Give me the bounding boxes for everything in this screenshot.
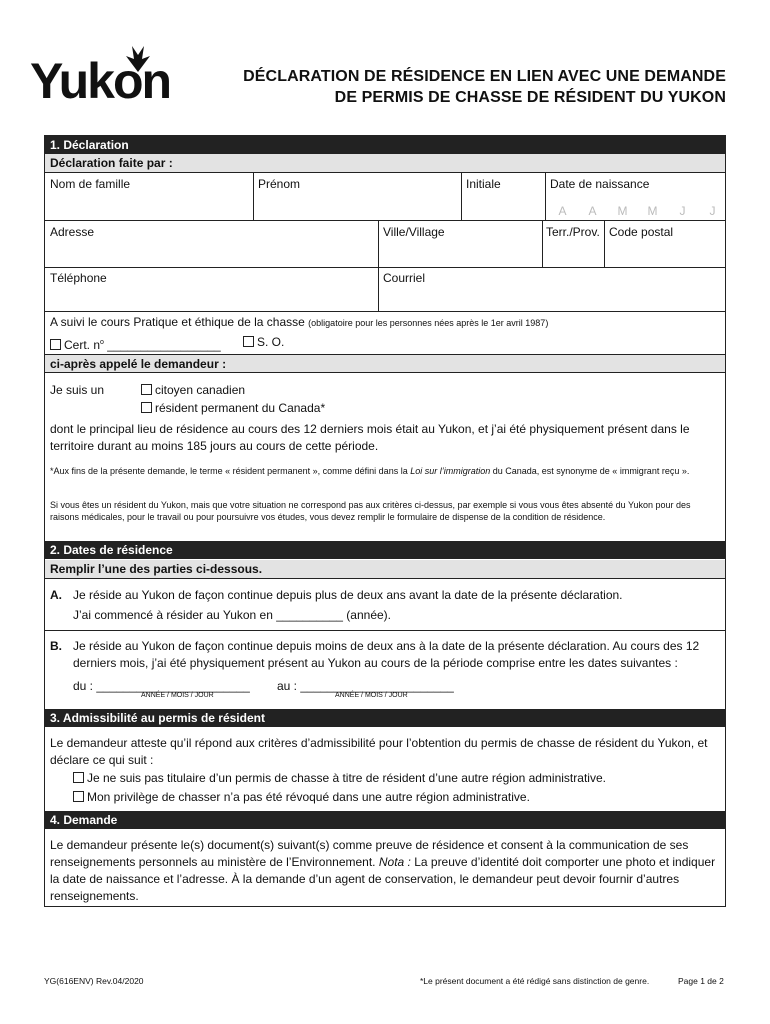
section-4-header: 4. Demande (45, 811, 725, 829)
page-title: DÉCLARATION DE RÉSIDENCE EN LIEN AVEC UNE DEMANDE DE PERMIS DE CHASSE DE RÉSIDENT DU YUKON (243, 68, 726, 106)
so-checkbox[interactable]: S. O. (243, 334, 284, 351)
residence-paragraph: dont le principal lieu de résidence au cours des 12 derniers mois était au Yukon, et j’ai été physiquement présent dans le territoire durant au moins 185 jours au cours de cette période. (50, 422, 690, 453)
cert-checkbox[interactable]: Cert. $n^o$ _________________ (50, 334, 221, 354)
citoyen-checkbox[interactable]: citoyen canadien (141, 382, 245, 399)
permis-checkbox[interactable]: Je ne suis pas titulaire d’un permis de chasse à titre de résident d’une autre région administrative. (73, 770, 606, 787)
option-b-label: B. (50, 639, 62, 653)
section-2-header: 2. Dates de résidence (45, 541, 725, 559)
adresse-field[interactable]: Adresse (50, 225, 95, 239)
cert-box-icon[interactable] (50, 339, 61, 350)
courriel-field[interactable]: Courriel (383, 271, 426, 285)
cours-line: A suivi le cours Pratique et éthique de la chasse (obligatoire pour les personnes nées après le 1er avril 1987) (50, 315, 549, 329)
nom-field[interactable]: Nom de famille (50, 177, 131, 191)
page-number: Page 1 de 2 (678, 976, 724, 986)
resident-box-icon[interactable] (141, 402, 152, 413)
option-a-text: Je réside au Yukon de façon continue depuis plus de deux ans avant la date de la présente déclaration. (73, 588, 623, 602)
dates-subheader: Remplir l’une des parties ci-dessous. (45, 560, 725, 579)
logo-text: Yukon (30, 53, 171, 109)
naissance-field[interactable]: Date de naissance (550, 177, 650, 191)
option-b-text: Je réside au Yukon de façon continue depuis moins de deux ans à la date de la présente déclaration. Au cours des 12 derniers mois, j’ai été physiquement présent au Yukon au cours de la période comprise entre les dates suivantes : (73, 639, 700, 670)
je-suis-label: Je suis un (50, 383, 105, 397)
telephone-field[interactable]: Téléphone (50, 271, 107, 285)
permis-box-icon[interactable] (73, 772, 84, 783)
postal-field[interactable]: Code postal (609, 225, 674, 239)
yukon-logo (30, 44, 180, 108)
declaration-subheader: Déclaration faite par : (45, 154, 725, 173)
demande-paragraph: Le demandeur présente le(s) document(s) suivant(s) comme preuve de résidence et consent à la communication de ses renseignements personnels au ministère de l’Environnement. Nota : La preuve d’identité doit comporter une photo et indiquer la date de naissance et l’adresse. À la demande d’un agent de conservation, le demandeur peut devoir fournir d’autres renseignements. (50, 838, 716, 903)
option-a-year[interactable]: J’ai commencé à résider au Yukon en __________ (année). (73, 608, 391, 622)
section-3-header: 3. Admissibilité au permis de résident (45, 709, 725, 727)
demandeur-subheader: ci-après appelé le demandeur : (45, 354, 725, 373)
dispense-note: Si vous êtes un résident du Yukon, mais que votre situation ne correspond pas aux critères ci-dessus, par exemple si vous vous êtes absenté du Yukon pour des raisons médicales, pour le travail ou pour poursuivre vos études, vous devez remplir le formulaire de dispense de la condition de résidence. (50, 500, 691, 522)
resident-permanent-note: *Aux fins de la présente demande, le terme « résident permanent », comme défini dans la Loi sur l’immigration du Canada, est synonyme de « immigrant reçu ». (50, 466, 690, 476)
privilege-box-icon[interactable] (73, 791, 84, 802)
resident-checkbox[interactable]: résident permanent du Canada* (141, 400, 325, 417)
so-box-icon[interactable] (243, 336, 254, 347)
du-format: ANNÉE / MOIS / JOUR (141, 692, 214, 699)
au-format: ANNÉE / MOIS / JOUR (335, 692, 408, 699)
section-1-header: 1. Déclaration (45, 136, 725, 154)
admissibilite-paragraph: Le demandeur atteste qu’il répond aux critères d’admissibilité pour l’obtention du permis de chasse de résident du Yukon, et déclare ce qui suit : (50, 736, 708, 767)
au-field[interactable]: au : _______________________ (277, 679, 454, 693)
option-a-label: A. (50, 588, 62, 602)
initiale-field[interactable]: Initiale (466, 177, 501, 191)
date-of-birth-grid[interactable]: A A M M J J (547, 202, 727, 220)
gender-note: *Le présent document a été rédigé sans distinction de genre. (420, 976, 650, 986)
prenom-field[interactable]: Prénom (258, 177, 301, 191)
form-body (44, 135, 726, 907)
ville-field[interactable]: Ville/Village (383, 225, 445, 239)
form-code: YG(616ENV) Rev.04/2020 (44, 976, 144, 986)
terr-field[interactable]: Terr./Prov. (546, 225, 600, 239)
citoyen-box-icon[interactable] (141, 384, 152, 395)
privilege-checkbox[interactable]: Mon privilège de chasser n’a pas été révoqué dans une autre région administrative. (73, 789, 530, 806)
du-field[interactable]: du : _______________________ (73, 679, 250, 693)
